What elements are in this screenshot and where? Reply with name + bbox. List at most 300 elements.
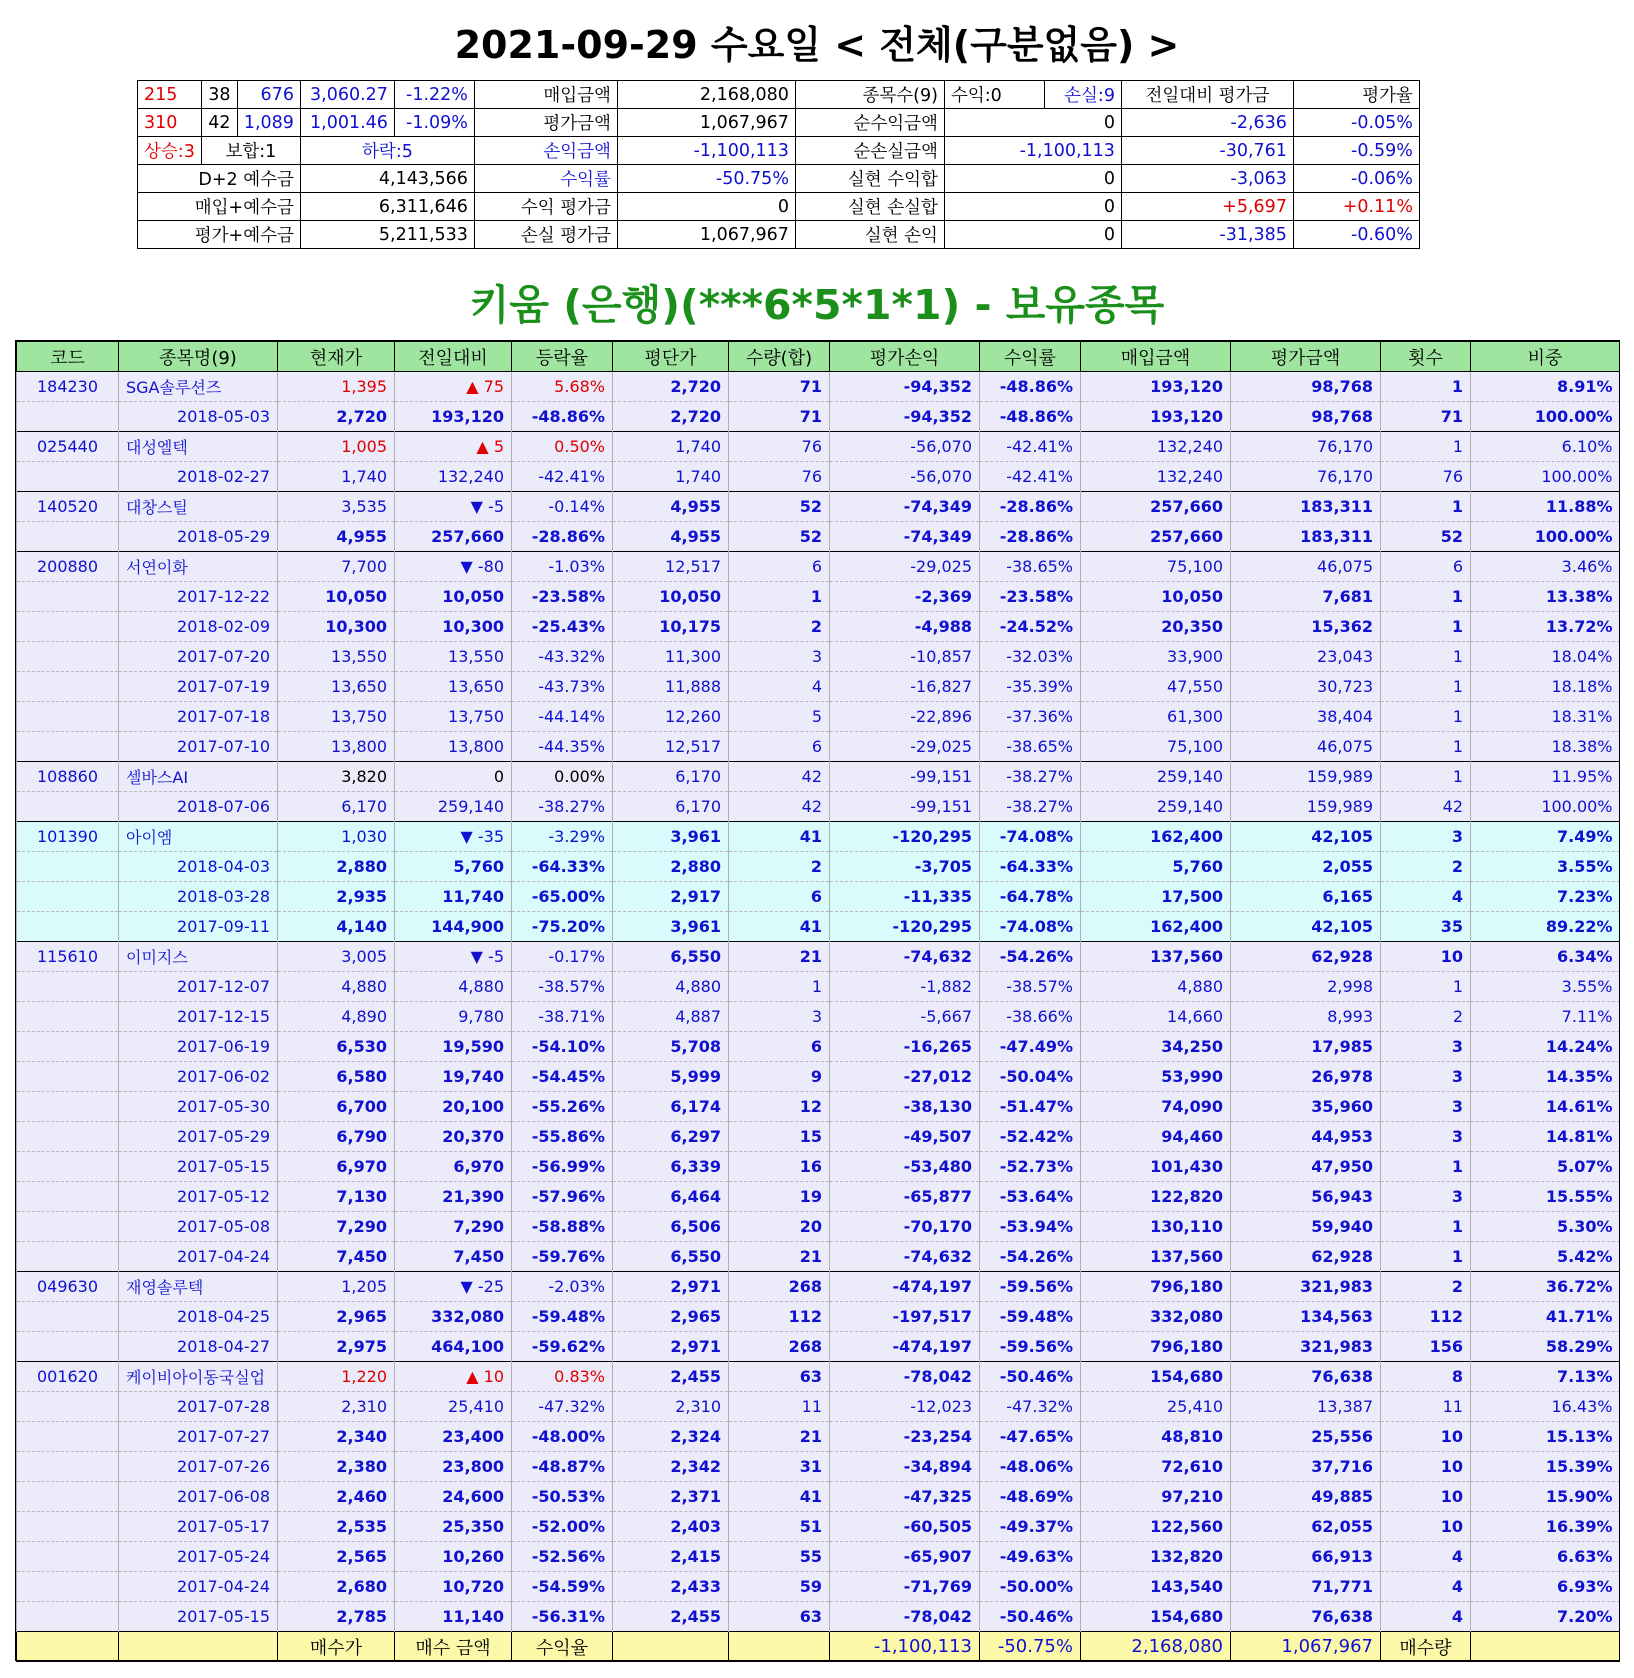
lot-cell: 2,433: [613, 1572, 729, 1602]
lot-cell: 13,387: [1231, 1392, 1381, 1422]
lot-cell: -25.43%: [512, 612, 613, 642]
lot-cell: 2,720: [613, 402, 729, 432]
lot-cell: 8,993: [1231, 1002, 1381, 1032]
lot-date: 2017-06-08: [119, 1482, 278, 1512]
lot-cell: 25,410: [395, 1392, 512, 1422]
lot-cell: 3: [729, 642, 830, 672]
stock-cell: 76: [729, 432, 830, 462]
lot-cell: 9,780: [395, 1002, 512, 1032]
summary-table: [137, 80, 1420, 249]
stock-cell: -28.86%: [980, 492, 1081, 522]
lot-row: [17, 792, 1620, 822]
lot-cell: 13,550: [395, 642, 512, 672]
lot-cell: 100.00%: [1471, 792, 1620, 822]
stock-cell: 154,680: [1081, 1362, 1231, 1392]
lot-blank: [17, 1452, 119, 1482]
summary-cell: +5,697: [1121, 193, 1293, 221]
lot-cell: 2: [1381, 1002, 1471, 1032]
lot-cell: 2,965: [278, 1302, 395, 1332]
lot-blank: [17, 1152, 119, 1182]
lot-cell: -54.10%: [512, 1032, 613, 1062]
lot-cell: 14,660: [1081, 1002, 1231, 1032]
stock-name: 케이비아이동국실업: [119, 1362, 278, 1392]
lot-date: 2017-07-26: [119, 1452, 278, 1482]
lot-cell: 15.39%: [1471, 1452, 1620, 1482]
lot-cell: 13,550: [278, 642, 395, 672]
lot-date: 2017-05-12: [119, 1182, 278, 1212]
summary-cell: 평가금액: [474, 109, 617, 137]
lot-cell: -48.87%: [512, 1452, 613, 1482]
stock-cell: 1: [1381, 372, 1471, 402]
lot-cell: 13.72%: [1471, 612, 1620, 642]
lot-cell: 2,455: [613, 1602, 729, 1632]
lot-cell: 2,380: [278, 1452, 395, 1482]
lot-cell: 7.20%: [1471, 1602, 1620, 1632]
lot-cell: 23,400: [395, 1422, 512, 1452]
lot-cell: 112: [729, 1302, 830, 1332]
lot-cell: 98,768: [1231, 402, 1381, 432]
lot-cell: -74,632: [830, 1242, 980, 1272]
stock-cell: 41: [729, 822, 830, 852]
lot-cell: -11,335: [830, 882, 980, 912]
stock-cell: 3,005: [278, 942, 395, 972]
lot-date: 2017-07-19: [119, 672, 278, 702]
lot-cell: -48.06%: [980, 1452, 1081, 1482]
column-header: 현재가: [278, 342, 395, 372]
lot-cell: -10,857: [830, 642, 980, 672]
summary-cell: 0: [944, 193, 1121, 221]
lot-cell: -44.35%: [512, 732, 613, 762]
lot-cell: 61,300: [1081, 702, 1231, 732]
lot-cell: -38.65%: [980, 732, 1081, 762]
lot-cell: 6: [729, 1032, 830, 1062]
lot-cell: 3: [729, 1002, 830, 1032]
lot-cell: 332,080: [395, 1302, 512, 1332]
lot-cell: 59,940: [1231, 1212, 1381, 1242]
lot-cell: -59.76%: [512, 1242, 613, 1272]
lot-date: 2017-12-15: [119, 1002, 278, 1032]
lot-cell: 112: [1381, 1302, 1471, 1332]
stock-cell: -0.14%: [512, 492, 613, 522]
lot-row: [17, 1122, 1620, 1152]
summary-cell: 38: [201, 81, 237, 109]
stock-cell: -94,352: [830, 372, 980, 402]
lot-cell: 10: [1381, 1422, 1471, 1452]
stock-cell: 159,989: [1231, 762, 1381, 792]
lot-blank: [17, 1242, 119, 1272]
lot-cell: 3.55%: [1471, 972, 1620, 1002]
lot-cell: 2,917: [613, 882, 729, 912]
stock-cell: 3.46%: [1471, 552, 1620, 582]
lot-cell: 2,975: [278, 1332, 395, 1362]
lot-cell: 1: [1381, 612, 1471, 642]
stock-row: [17, 942, 1620, 972]
lot-cell: 20,370: [395, 1122, 512, 1152]
stock-cell: 1: [1381, 492, 1471, 522]
lot-cell: -74,349: [830, 522, 980, 552]
lot-blank: [17, 732, 119, 762]
summary-row: [138, 109, 1420, 137]
summary-cell: 1,067,967: [617, 221, 795, 249]
lot-cell: 89.22%: [1471, 912, 1620, 942]
lot-cell: 4: [1381, 882, 1471, 912]
lot-cell: -64.78%: [980, 882, 1081, 912]
stock-cell: 1,740: [613, 432, 729, 462]
lot-cell: 15.13%: [1471, 1422, 1620, 1452]
lot-cell: -474,197: [830, 1332, 980, 1362]
lot-cell: 42: [1381, 792, 1471, 822]
summary-cell: -0.60%: [1293, 221, 1419, 249]
lot-cell: 21,390: [395, 1182, 512, 1212]
lot-cell: -48.86%: [980, 402, 1081, 432]
lot-cell: 42,105: [1231, 912, 1381, 942]
summary-cell: 전일대비 평가금: [1121, 81, 1293, 109]
lot-cell: 47,950: [1231, 1152, 1381, 1182]
stock-cell: 132,240: [1081, 432, 1231, 462]
stock-cell: 76,638: [1231, 1362, 1381, 1392]
stock-cell: 321,983: [1231, 1272, 1381, 1302]
summary-cell: 평가율: [1293, 81, 1419, 109]
column-header: 평단가: [613, 342, 729, 372]
lot-cell: 6,297: [613, 1122, 729, 1152]
lot-cell: 5: [729, 702, 830, 732]
lot-cell: 19,590: [395, 1032, 512, 1062]
lot-cell: 2,565: [278, 1542, 395, 1572]
lot-blank: [17, 852, 119, 882]
lot-cell: 10,050: [278, 582, 395, 612]
summary-row: [138, 221, 1420, 249]
lot-blank: [17, 1332, 119, 1362]
stock-name: 서연이화: [119, 552, 278, 582]
summary-cell: 매입금액: [474, 81, 617, 109]
lot-cell: 35: [1381, 912, 1471, 942]
lot-cell: -94,352: [830, 402, 980, 432]
lot-cell: 7,681: [1231, 582, 1381, 612]
lot-cell: 38,404: [1231, 702, 1381, 732]
lot-cell: 6,165: [1231, 882, 1381, 912]
lot-cell: 14.24%: [1471, 1032, 1620, 1062]
stock-cell: 2,971: [613, 1272, 729, 1302]
stock-row: [17, 372, 1620, 402]
lot-cell: -37.36%: [980, 702, 1081, 732]
stock-cell: -74,349: [830, 492, 980, 522]
stock-cell: 4,955: [613, 492, 729, 522]
lot-date: 2017-05-15: [119, 1602, 278, 1632]
lot-cell: 7,290: [395, 1212, 512, 1242]
lot-cell: 268: [729, 1332, 830, 1362]
lot-cell: 51: [729, 1512, 830, 1542]
summary-cell: -0.59%: [1293, 137, 1419, 165]
lot-cell: -56.31%: [512, 1602, 613, 1632]
lot-cell: 63: [729, 1602, 830, 1632]
lot-cell: -55.86%: [512, 1122, 613, 1152]
lot-cell: 7,450: [395, 1242, 512, 1272]
lot-blank: [17, 1062, 119, 1092]
stock-row: [17, 762, 1620, 792]
lot-cell: -16,827: [830, 672, 980, 702]
footer-cell: 매수 금액: [395, 1632, 512, 1662]
lot-cell: 5.42%: [1471, 1242, 1620, 1272]
stock-cell: ▼ -80: [395, 552, 512, 582]
lot-cell: 2,880: [278, 852, 395, 882]
stock-row: [17, 492, 1620, 522]
stock-cell: 193,120: [1081, 372, 1231, 402]
lot-cell: 71,771: [1231, 1572, 1381, 1602]
stock-cell: -38.27%: [980, 762, 1081, 792]
lot-cell: 10,300: [278, 612, 395, 642]
lot-cell: -34,894: [830, 1452, 980, 1482]
lot-row: [17, 1002, 1620, 1032]
lot-cell: -47.49%: [980, 1032, 1081, 1062]
lot-row: [17, 912, 1620, 942]
lot-cell: 144,900: [395, 912, 512, 942]
lot-cell: 4,880: [613, 972, 729, 1002]
stock-cell: ▼ -25: [395, 1272, 512, 1302]
stock-name: 아이엠: [119, 822, 278, 852]
lot-cell: -38.57%: [512, 972, 613, 1002]
lot-cell: 3: [1381, 1032, 1471, 1062]
lot-cell: 1: [1381, 672, 1471, 702]
stock-cell: 98,768: [1231, 372, 1381, 402]
stock-cell: -59.56%: [980, 1272, 1081, 1302]
stock-code: 049630: [17, 1272, 119, 1302]
stock-cell: 6,550: [613, 942, 729, 972]
lot-date: 2017-07-18: [119, 702, 278, 732]
lot-cell: -4,988: [830, 612, 980, 642]
summary-cell: D+2 예수금: [138, 165, 301, 193]
lot-cell: 101,430: [1081, 1152, 1231, 1182]
lot-cell: -1,882: [830, 972, 980, 1002]
lot-row: [17, 1212, 1620, 1242]
lot-cell: 6: [729, 732, 830, 762]
lot-cell: -78,042: [830, 1602, 980, 1632]
account-subtitle: 키움 (은행)(***6*5*1*1) - 보유종목: [469, 281, 1165, 329]
lot-cell: 13,650: [278, 672, 395, 702]
stock-cell: -120,295: [830, 822, 980, 852]
lot-cell: 6.93%: [1471, 1572, 1620, 1602]
stock-cell: 0.83%: [512, 1362, 613, 1392]
holdings-table: [16, 341, 1620, 1662]
lot-row: [17, 642, 1620, 672]
summary-cell: 310: [138, 109, 202, 137]
lot-cell: 72,610: [1081, 1452, 1231, 1482]
lot-date: 2018-03-28: [119, 882, 278, 912]
lot-cell: 13.38%: [1471, 582, 1620, 612]
lot-date: 2017-04-24: [119, 1242, 278, 1272]
summary-cell: 순수익금액: [795, 109, 944, 137]
lot-cell: 6.63%: [1471, 1542, 1620, 1572]
lot-cell: 156: [1381, 1332, 1471, 1362]
summary-cell: 676: [237, 81, 300, 109]
stock-cell: 7,700: [278, 552, 395, 582]
lot-blank: [17, 1212, 119, 1242]
summary-cell: -1.22%: [394, 81, 474, 109]
footer-cell: [1471, 1632, 1620, 1662]
lot-cell: -29,025: [830, 732, 980, 762]
column-header: 매입금액: [1081, 342, 1231, 372]
lot-cell: 33,900: [1081, 642, 1231, 672]
summary-cell: 0: [944, 165, 1121, 193]
lot-cell: 94,460: [1081, 1122, 1231, 1152]
lot-cell: 159,989: [1231, 792, 1381, 822]
lot-cell: 5.07%: [1471, 1152, 1620, 1182]
stock-cell: -38.65%: [980, 552, 1081, 582]
lot-cell: 134,563: [1231, 1302, 1381, 1332]
lot-cell: 2: [729, 852, 830, 882]
stock-name: 대창스틸: [119, 492, 278, 522]
lot-cell: 24,600: [395, 1482, 512, 1512]
summary-cell: 상승:3: [138, 137, 202, 165]
lot-cell: 259,140: [395, 792, 512, 822]
footer-cell: 2,168,080: [1081, 1632, 1231, 1662]
lot-cell: 122,560: [1081, 1512, 1231, 1542]
lot-date: 2017-05-29: [119, 1122, 278, 1152]
lot-row: [17, 402, 1620, 432]
lot-cell: 1: [1381, 1242, 1471, 1272]
summary-cell: 수익률: [474, 165, 617, 193]
lot-row: [17, 1302, 1620, 1332]
lot-cell: 13,800: [278, 732, 395, 762]
lot-cell: -99,151: [830, 792, 980, 822]
lot-cell: 23,800: [395, 1452, 512, 1482]
lot-cell: 66,913: [1231, 1542, 1381, 1572]
summary-cell: -0.06%: [1293, 165, 1419, 193]
column-header: 평가금액: [1231, 342, 1381, 372]
lot-cell: 6,530: [278, 1032, 395, 1062]
lot-cell: 4: [1381, 1542, 1471, 1572]
lot-cell: -23.58%: [512, 582, 613, 612]
lot-blank: [17, 1572, 119, 1602]
lot-cell: 2,310: [613, 1392, 729, 1422]
stock-cell: 2: [1381, 1272, 1471, 1302]
lot-cell: 19: [729, 1182, 830, 1212]
lot-row: [17, 852, 1620, 882]
lot-cell: 11,740: [395, 882, 512, 912]
lot-blank: [17, 1542, 119, 1572]
lot-cell: -12,023: [830, 1392, 980, 1422]
lot-cell: 3,961: [613, 912, 729, 942]
lot-cell: 11,300: [613, 642, 729, 672]
lot-cell: 15.55%: [1471, 1182, 1620, 1212]
lot-row: [17, 1572, 1620, 1602]
stock-cell: 796,180: [1081, 1272, 1231, 1302]
lot-cell: 7,130: [278, 1182, 395, 1212]
lot-cell: 35,960: [1231, 1092, 1381, 1122]
summary-cell: -1,100,113: [944, 137, 1121, 165]
summary-cell: -0.05%: [1293, 109, 1419, 137]
lot-cell: 5,999: [613, 1062, 729, 1092]
lot-cell: 2,680: [278, 1572, 395, 1602]
stock-cell: 7.13%: [1471, 1362, 1620, 1392]
lot-cell: 4,955: [278, 522, 395, 552]
lot-cell: -38.57%: [980, 972, 1081, 1002]
lot-date: 2018-05-29: [119, 522, 278, 552]
column-header: 비중: [1471, 342, 1620, 372]
lot-cell: 20: [729, 1212, 830, 1242]
lot-cell: 259,140: [1081, 792, 1231, 822]
column-header: 수익률: [980, 342, 1081, 372]
lot-blank: [17, 1602, 119, 1632]
page-title: 2021-09-29 수요일 < 전체(구분없음) >: [454, 23, 1180, 67]
lot-row: [17, 1602, 1620, 1632]
stock-row: [17, 1272, 1620, 1302]
lot-row: [17, 1452, 1620, 1482]
stock-cell: -2.03%: [512, 1272, 613, 1302]
lot-cell: -35.39%: [980, 672, 1081, 702]
lot-cell: 46,075: [1231, 732, 1381, 762]
lot-cell: 2,460: [278, 1482, 395, 1512]
lot-cell: 2,880: [613, 852, 729, 882]
footer-cell: [613, 1632, 729, 1662]
lot-cell: 12,517: [613, 732, 729, 762]
lot-blank: [17, 972, 119, 1002]
lot-row: [17, 1482, 1620, 1512]
lot-cell: -56.99%: [512, 1152, 613, 1182]
lot-cell: 1: [729, 582, 830, 612]
lot-cell: -47.65%: [980, 1422, 1081, 1452]
lot-cell: -43.32%: [512, 642, 613, 672]
lot-cell: 7.11%: [1471, 1002, 1620, 1032]
stock-cell: 183,311: [1231, 492, 1381, 522]
lot-cell: 30,723: [1231, 672, 1381, 702]
lot-cell: 12,260: [613, 702, 729, 732]
lot-cell: 2: [729, 612, 830, 642]
lot-cell: 47,550: [1081, 672, 1231, 702]
lot-cell: 143,540: [1081, 1572, 1231, 1602]
stock-cell: 12,517: [613, 552, 729, 582]
stock-cell: 1: [1381, 432, 1471, 462]
stock-cell: -74,632: [830, 942, 980, 972]
lot-cell: 23,043: [1231, 642, 1381, 672]
lot-cell: -52.42%: [980, 1122, 1081, 1152]
lot-cell: 25,410: [1081, 1392, 1231, 1422]
lot-cell: 11: [1381, 1392, 1471, 1422]
lot-cell: -52.56%: [512, 1542, 613, 1572]
stock-cell: 1,005: [278, 432, 395, 462]
lot-cell: 4,955: [613, 522, 729, 552]
lot-cell: -120,295: [830, 912, 980, 942]
lot-cell: -60,505: [830, 1512, 980, 1542]
lot-cell: 76: [1381, 462, 1471, 492]
lot-cell: 100.00%: [1471, 462, 1620, 492]
lot-cell: 10,050: [1081, 582, 1231, 612]
lot-cell: -70,170: [830, 1212, 980, 1242]
lot-date: 2018-05-03: [119, 402, 278, 432]
lot-cell: 6,464: [613, 1182, 729, 1212]
lot-cell: -28.86%: [512, 522, 613, 552]
summary-cell: -1.09%: [394, 109, 474, 137]
lot-cell: 154,680: [1081, 1602, 1231, 1632]
lot-blank: [17, 702, 119, 732]
stock-cell: -50.46%: [980, 1362, 1081, 1392]
lot-cell: 16.39%: [1471, 1512, 1620, 1542]
lot-row: [17, 1092, 1620, 1122]
lot-cell: 12: [729, 1092, 830, 1122]
lot-cell: -54.45%: [512, 1062, 613, 1092]
lot-cell: 2,720: [278, 402, 395, 432]
lot-blank: [17, 402, 119, 432]
stock-cell: 42: [729, 762, 830, 792]
summary-row: [138, 165, 1420, 193]
summary-cell: -1,100,113: [617, 137, 795, 165]
summary-cell: 손실:9: [1044, 81, 1121, 109]
lot-date: 2017-05-15: [119, 1152, 278, 1182]
stock-cell: 3,961: [613, 822, 729, 852]
summary-cell: 종목수(9): [795, 81, 944, 109]
lot-cell: 183,311: [1231, 522, 1381, 552]
summary-cell: 42: [201, 109, 237, 137]
stock-cell: 10: [1381, 942, 1471, 972]
